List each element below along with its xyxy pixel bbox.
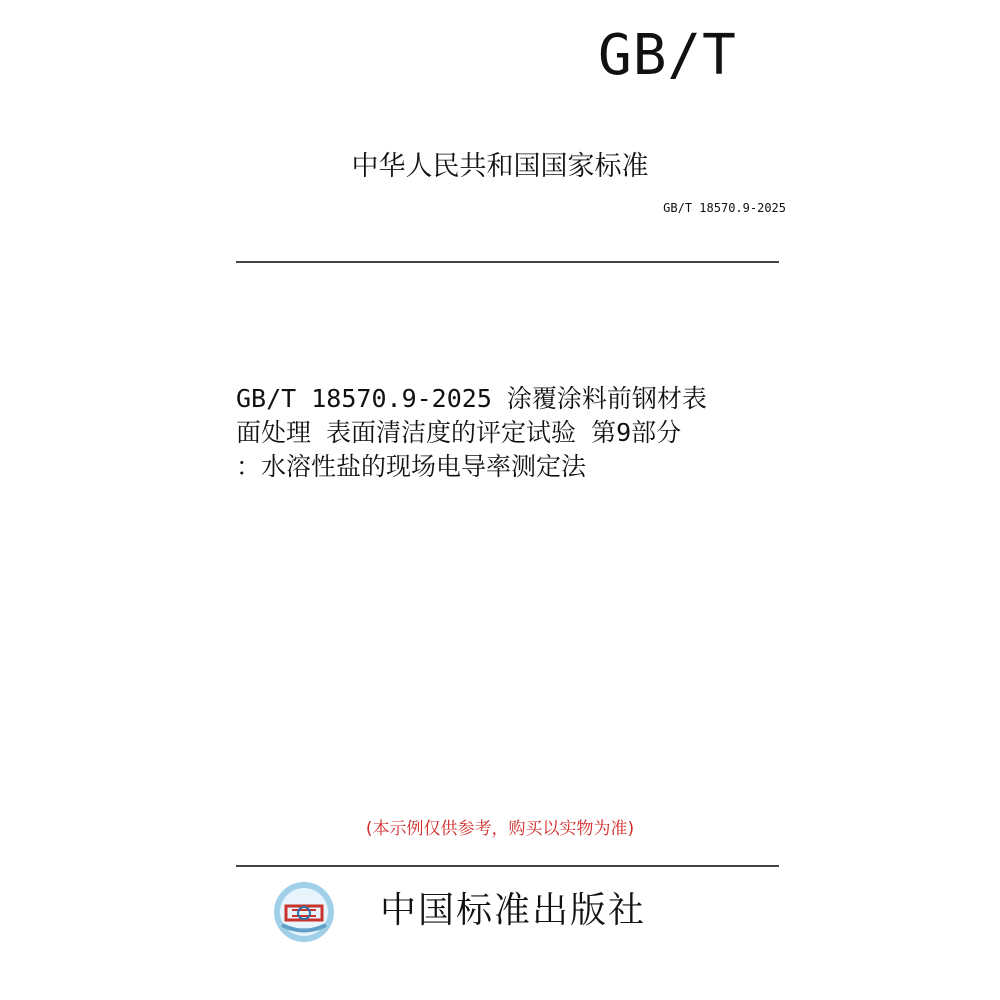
publisher-seal-icon [272, 880, 336, 944]
publisher-name: 中国标准出版社 [380, 890, 647, 931]
document-title [236, 382, 781, 484]
gbt-mark: GB/T [598, 23, 737, 88]
title-line-2: 面处理 表面清洁度的评定试验 第9部分 [236, 418, 682, 447]
title-line-1: GB/T 18570.9-2025 涂覆涂料前钢材表 [236, 384, 707, 413]
national-standard-title: 中华人民共和国国家标准 [351, 151, 649, 182]
title-line-3: ：水溶性盐的现场电导率测定法 [236, 452, 587, 481]
bottom-divider [236, 865, 779, 867]
top-divider [236, 261, 779, 263]
standard-number: GB/T 18570.9-2025 [663, 201, 786, 215]
sample-disclaimer: (本示例仅供参考，购买以实物为准) [365, 819, 635, 839]
